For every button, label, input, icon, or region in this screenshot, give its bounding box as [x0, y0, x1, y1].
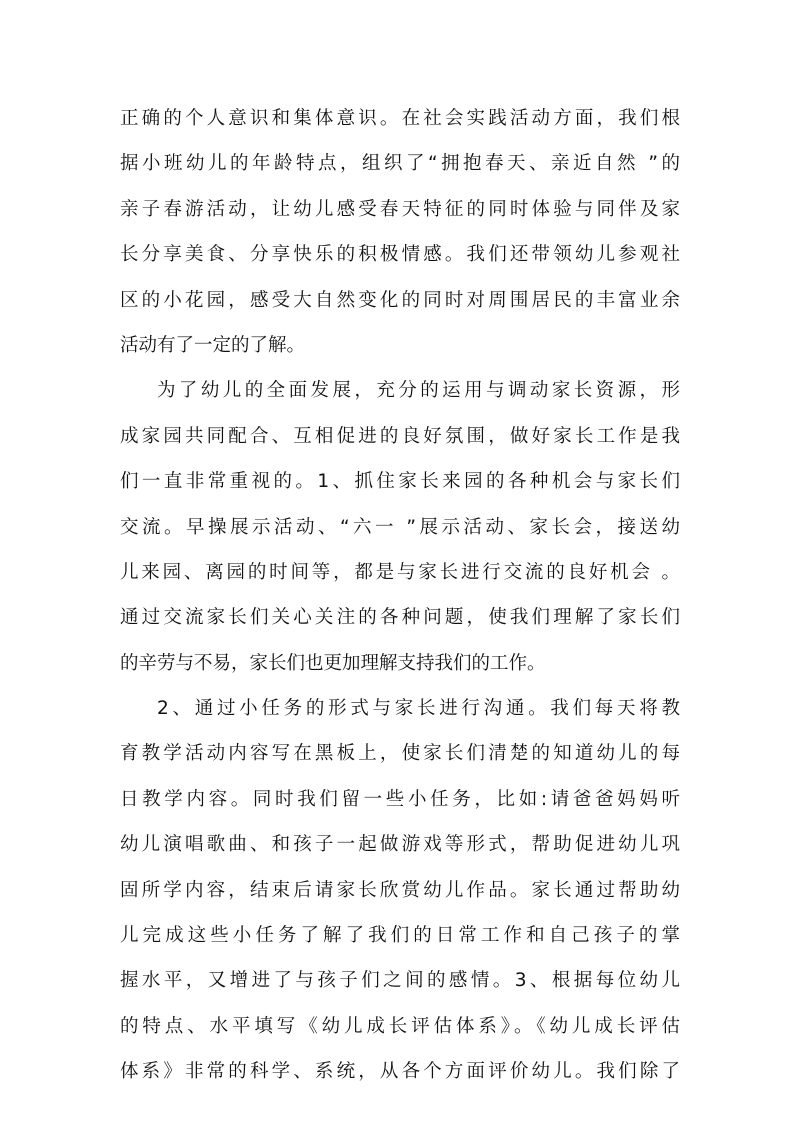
text-line: 固所学内容，结束后请家长欣赏幼儿作品。家长通过帮助幼: [120, 879, 680, 901]
text-line: 幼儿演唱歌曲、和孩子一起做游戏等形式，帮助促进幼儿巩: [120, 834, 680, 856]
text-line: 亲子春游活动，让幼儿感受春天特征的同时体验与同伴及家: [120, 198, 680, 220]
text-line: 们一直非常重视的。1、抓住家长来园的各种机会与家长们: [120, 471, 680, 493]
text-line: 育教学活动内容写在黑板上，使家长们清楚的知道幼儿的每: [120, 743, 680, 765]
text-line: 通过交流家长们关心关注的各种问题，使我们理解了家长们: [120, 607, 680, 629]
text-line: 儿来园、离园的时间等，都是与家长进行交流的良好机会 。: [120, 561, 680, 583]
text-line: 活动有了一定的了解。: [120, 334, 306, 356]
text-line: 的特点、水平填写《幼儿成长评估体系》。《幼儿成长评估: [120, 1015, 680, 1037]
text-line: 正确的个人意识和集体意识。在社会实践活动方面，我们根: [120, 108, 680, 129]
paragraph-first-line: 为了幼儿的全面发展，充分的运用与调动家长资源，形: [157, 380, 680, 402]
text-line: 交流。早操展示活动、“六一 ”展示活动、家长会，接送幼: [120, 516, 680, 538]
text-line: 儿完成这些小任务了解了我们的日常工作和自己孩子的掌: [120, 925, 680, 947]
text-line: 的辛劳与不易，家长们也更加理解支持我们的工作。: [120, 652, 546, 674]
text-line: 成家园共同配合、互相促进的良好氛围，做好家长工作是我: [120, 425, 680, 447]
text-line: 长分享美食、分享快乐的积极情感。我们还带领幼儿参观社: [120, 244, 680, 266]
text-line: 体系》非常的科学、系统，从各个方面评价幼儿。我们除了: [120, 1061, 680, 1083]
paragraph-first-line: 2、通过小任务的形式与家长进行沟通。我们每天将教: [157, 698, 680, 720]
text-line: 握水平，又增进了与孩子们之间的感情。3、根据每位幼儿: [120, 970, 680, 992]
text-line: 日教学内容。同时我们留一些小任务，比如:请爸爸妈妈听: [120, 788, 680, 810]
text-line: 据小班幼儿的年龄特点，组织了“拥抱春天、亲近自然 ”的: [120, 153, 680, 175]
body-text: [120, 96, 680, 1095]
text-line: 区的小花园，感受大自然变化的同时对周围居民的丰富业余: [120, 289, 680, 311]
